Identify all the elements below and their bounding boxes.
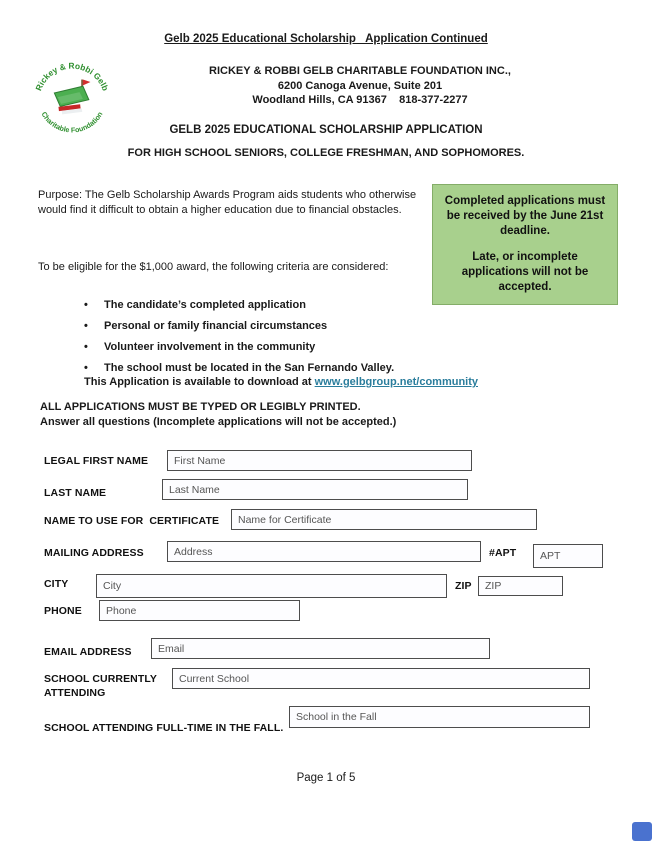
instructions-line1: ALL APPLICATIONS MUST BE TYPED OR LEGIBLY PRINTED. <box>40 401 361 413</box>
apt-label: #APT <box>489 547 517 559</box>
criteria-item: The candidate’s completed application <box>104 299 306 311</box>
list-item <box>84 320 394 341</box>
bullet-icon: • <box>84 320 88 332</box>
download-text: This Application is available to download at <box>84 376 315 388</box>
current-school-input[interactable] <box>172 668 590 689</box>
phone-label: PHONE <box>44 605 82 617</box>
application-subtitle: FOR HIGH SCHOOL SENIORS, COLLEGE FRESHMAN, AND SOPHOMORES. <box>127 147 525 159</box>
email-field[interactable] <box>151 638 490 659</box>
apt-input[interactable] <box>533 544 603 568</box>
purpose-text: Purpose: The Gelb Scholarship Awards Program aids students who otherwise would find it difficult to obtain a higher education due to financial obstacles. <box>38 189 417 216</box>
criteria-item: Personal or family financial circumstances <box>104 320 328 332</box>
bullet-icon: • <box>84 341 88 353</box>
first-name-input[interactable] <box>167 450 472 471</box>
download-line <box>84 376 478 388</box>
criteria-item: Volunteer involvement in the community <box>104 341 316 353</box>
mailing-address-label: MAILING ADDRESS <box>44 547 144 559</box>
list-item <box>84 299 394 320</box>
zip-label: ZIP <box>455 580 472 592</box>
mailing-address-input[interactable] <box>167 541 481 562</box>
download-link[interactable]: www.gelbgroup.net/community <box>314 376 478 388</box>
current-school-label-line1: SCHOOL CURRENTLY <box>44 673 158 685</box>
bullet-icon: • <box>84 362 88 374</box>
criteria-item: The school must be located in the San Fernando Valley. <box>104 362 395 374</box>
document-header-title: Gelb 2025 Educational Scholarship Application Continued <box>164 33 488 45</box>
list-item <box>84 341 394 362</box>
deadline-notice-line2: Late, or incomplete applications will not be accepted. <box>461 251 589 293</box>
city-input[interactable] <box>96 574 447 598</box>
fall-school-input[interactable] <box>289 706 590 728</box>
last-name-input[interactable] <box>162 479 468 500</box>
last-name-label: LAST NAME <box>44 487 107 499</box>
page-number: Page 1 of 5 <box>296 772 356 784</box>
logo-arc-text-bottom: Charitable Foundation <box>39 110 105 135</box>
zip-input[interactable] <box>478 576 563 596</box>
deadline-notice-box <box>432 184 618 305</box>
current-school-label-line2: ATTENDING <box>44 687 106 699</box>
application-title: GELB 2025 EDUCATIONAL SCHOLARSHIP APPLICATION <box>169 124 483 136</box>
logo-arc-text-top: Rickey & Robbi Gelb <box>33 60 111 93</box>
foundation-address-line1: 6200 Canoga Avenue, Suite 201 <box>277 79 443 92</box>
instructions-line2: Answer all questions (Incomplete applications will not be accepted.) <box>40 416 397 428</box>
foundation-address-line2: Woodland Hills, CA 91367 818-377-2277 <box>252 94 468 106</box>
bullet-icon: • <box>84 299 88 311</box>
first-name-label: LEGAL FIRST NAME <box>44 455 149 467</box>
certificate-name-input[interactable] <box>231 509 537 530</box>
deadline-notice-line1: Completed applications must be received by the June 21st deadline. <box>444 195 606 237</box>
phone-input[interactable] <box>99 600 300 621</box>
foundation-name: RICKEY & ROBBI GELB CHARITABLE FOUNDATION INC., <box>209 65 511 77</box>
email-label: EMAIL ADDRESS <box>44 646 132 658</box>
certificate-name-label: NAME TO USE FOR CERTIFICATE <box>44 515 220 527</box>
foundation-block <box>140 64 580 108</box>
city-label: CITY <box>44 578 69 590</box>
criteria-list <box>84 299 394 383</box>
scroll-corner-button[interactable] <box>632 822 652 841</box>
fall-school-label: SCHOOL ATTENDING FULL-TIME IN THE FALL. <box>44 722 284 734</box>
eligibility-intro: To be eligible for the $1,000 award, the following criteria are considered: <box>38 261 389 273</box>
